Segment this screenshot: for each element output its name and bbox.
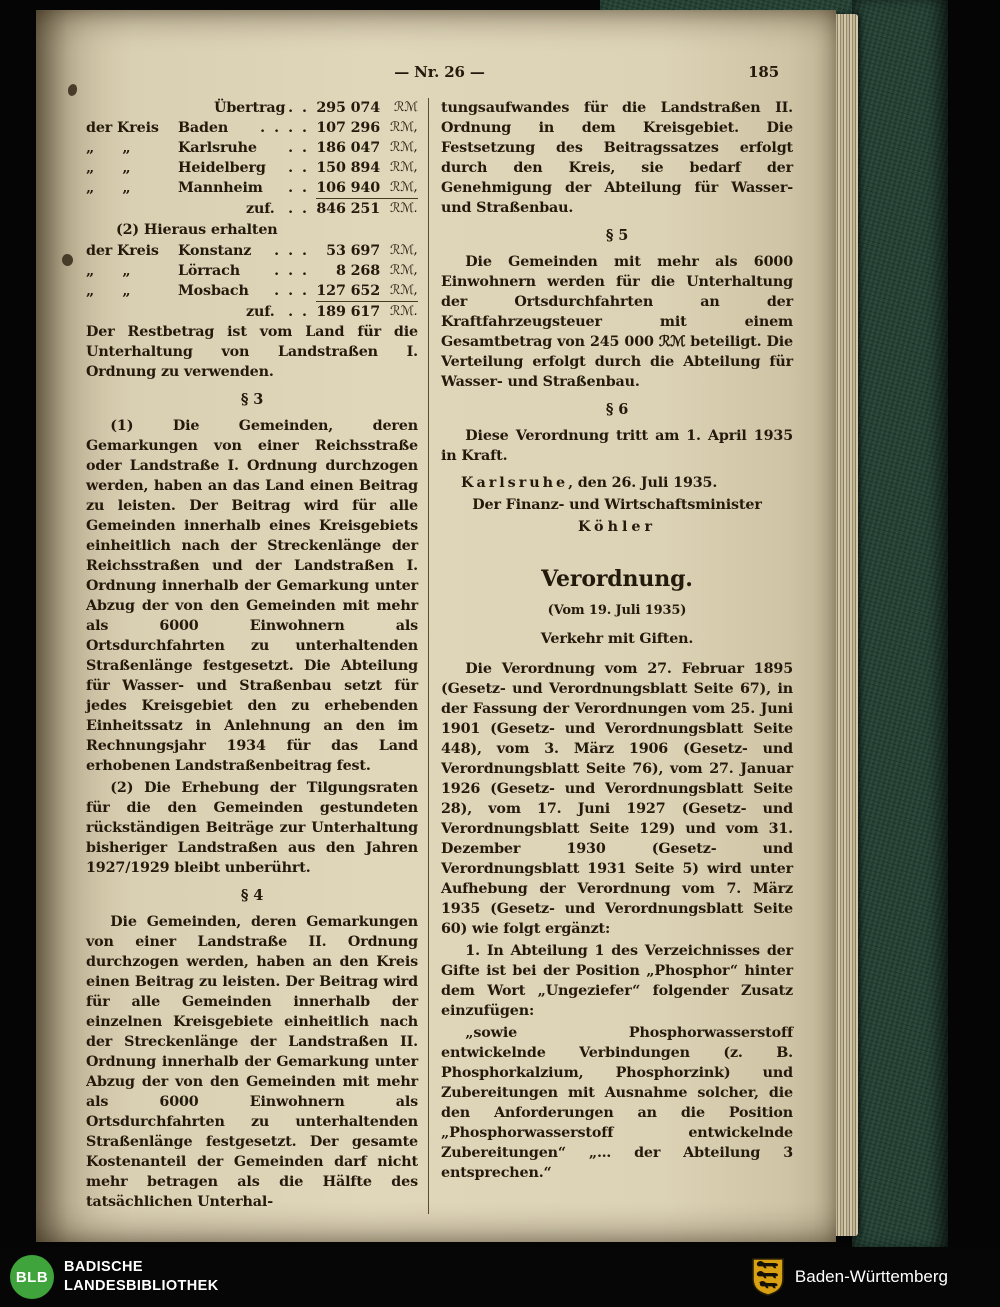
ledger-amount: 846 251 ℛℳ. <box>316 198 418 219</box>
paragraph: Diese Verordnung tritt am 1. April 1935 in Kraft. <box>441 428 793 464</box>
ledger-row <box>86 178 418 198</box>
dot-leader: . . <box>288 100 309 116</box>
ledger-amount: 53 697 ℛℳ, <box>326 243 418 259</box>
ordinance-date: (Vom 19. Juli 1935) <box>547 603 687 618</box>
ledger-prefix: „ „ <box>86 140 131 156</box>
text-columns <box>86 98 793 1214</box>
dot-leader: . . . <box>274 263 309 279</box>
section-heading: § 3 <box>240 391 264 408</box>
ledger-prefix: „ „ <box>86 283 131 299</box>
dot-leader: . . <box>288 160 309 176</box>
paragraph: (1) Die Gemeinden, deren Gemarkungen von einer Reichsstraße oder Landstraße I. Ordnung durchzogen werden, haben an das Land einen Beitrag zu leisten. Der Beitrag wird für alle Gemeinden innerhalb eines Kreisgebiets einheitlich nach der Streckenlänge der Reichsstraßen und der Landstraßen I. Ordnung innerhalb der Gemarkung unter Abzug der von den Gemeinden mit mehr als 6000 Einwohnern als Ortsdurchfahrten zu unterhaltenden Straßenlänge festgesetzt. Die Abteilung für Wasser- und Straßenbau setzt für jedes Kreisgebiet den zu erhebenden Einheitssatz in Anlehnung an den im Rechnungsjahr 1934 für das Land erhobenen Landstraßenbeitrag fest. <box>86 418 418 774</box>
ledger-name: Konstanz <box>178 243 252 259</box>
paragraph: tungsaufwandes für die Landstraßen II. Ordnung in dem Kreisgebiet. Die Festsetzung des Beitragssatzes erfolgt durch den Kreis, sie bedarf der Genehmigung der Abteilung für Wasser- und Straßenbau. <box>441 100 793 216</box>
reichsmark-sign: ℛℳ <box>394 100 418 115</box>
paragraph: (2) Die Erhebung der Tilgungsraten für die den Gemeinden gestundeten rückständigen Beiträge zur Unterhaltung bisheriger Landstraßen aus den Jahren 1927/1929 bleibt unberührt. <box>86 780 418 876</box>
ledger-amount: 127 652 ℛℳ, <box>316 283 418 299</box>
paragraph: Die Gemeinden, deren Gemarkungen von einer Landstraße II. Ordnung durchzogen werden, haben an den Kreis einen Beitrag zu leisten. Der Beitrag wird für alle Gemeinden innerhalb der einzelnen Kreisgebiete einheitlich nach der Streckenlänge der Landstraßen II. Ordnung innerhalb der Gemarkung unter Abzug der von den Gemeinden mit mehr als 6000 Einwohnern als Ortsdurchfahrten zu unterhaltenden Straßenlänge festgesetzt. Der gesamte Kostenanteil der Gemeinden darf nicht mehr betragen als die Hälfte des tatsächlichen Unterhal- <box>86 914 418 1210</box>
signature-title: Der Finanz- und Wirtschaftsminister <box>472 497 762 513</box>
ledger-row <box>86 241 418 261</box>
section-heading: § 4 <box>240 887 264 904</box>
ledger-name: Übertrag <box>214 100 286 116</box>
signature-name: Köhler <box>577 519 657 535</box>
ledger-amount: 107 296 ℛℳ, <box>316 120 418 136</box>
reichsmark-sign: ℛℳ, <box>390 120 418 135</box>
ledger-name: zuf. <box>246 201 275 217</box>
page-header <box>86 62 793 82</box>
dateline <box>441 473 793 493</box>
paragraph: 1. In Abteilung 1 des Verzeichnisses der Gifte ist bei der Position „Phosphor“ hinter dem Wort „Ungeziefer“ folgender Zusatz einzufügen: <box>441 943 793 1019</box>
page-content <box>86 62 793 1214</box>
ledger-amount: 189 617 ℛℳ. <box>316 301 418 322</box>
ledger-name: Heidelberg <box>178 160 266 176</box>
ledger-amount: 106 940 ℛℳ, <box>316 180 418 196</box>
ordinance-title: Verordnung. <box>541 566 693 592</box>
dateline-city: Karlsruhe <box>461 475 569 491</box>
right-column <box>429 98 793 1214</box>
accounts-table <box>86 98 418 322</box>
blb-logo <box>10 1255 54 1299</box>
ledger-subheading: (2) Hieraus erhalten <box>116 222 278 238</box>
ledger-row <box>86 138 418 158</box>
dateline-rest: , den 26. Juli 1935. <box>568 475 718 491</box>
dot-leader: . . . <box>274 243 309 259</box>
ledger-name: Baden <box>178 120 229 136</box>
ledger-name: zuf. <box>246 304 275 320</box>
state-branding <box>751 1257 988 1297</box>
document-page <box>36 10 836 1242</box>
paragraph: Der Restbetrag ist vom Land für die Unterhaltung von Landstraßen I. Ordnung zu verwenden. <box>86 324 418 380</box>
reichsmark-sign: ℛℳ. <box>390 304 418 319</box>
book-cover <box>852 0 948 1247</box>
library-branding <box>10 1255 219 1299</box>
reichsmark-sign: ℛℳ, <box>390 160 418 175</box>
ledger-row <box>86 281 418 301</box>
ledger-prefix: „ „ <box>86 263 131 279</box>
reichsmark-sign: ℛℳ, <box>390 283 418 298</box>
reichsmark-sign: ℛℳ, <box>390 263 418 278</box>
paragraph: „sowie Phosphorwasserstoff entwickelnde Verbindungen (z. B. Phosphorkalzium, Phosphorzink) und Zubereitungen mit Ausnahme solcher, die den Anforderungen an die Position „Phosphorwasserstoff entwickelnde Zubereitungen“ „… der Abteilung 3 entsprechen.“ <box>441 1025 793 1181</box>
left-column <box>86 98 428 1214</box>
dot-leader: . . <box>288 180 309 196</box>
reichsmark-sign: ℛℳ, <box>390 140 418 155</box>
library-name-line2: LANDESBIBLIOTHEK <box>64 1278 219 1294</box>
reichsmark-sign: ℛℳ, <box>390 180 418 195</box>
ledger-row <box>86 118 418 138</box>
page-number: 185 <box>748 63 779 81</box>
section-heading: § 5 <box>605 227 629 244</box>
ledger-row <box>86 261 418 281</box>
dot-leader: . . <box>288 140 309 156</box>
library-name-line1: BADISCHE <box>64 1259 143 1276</box>
ledger-amount: 150 894 ℛℳ, <box>316 160 418 176</box>
state-name: Baden-Württemberg <box>794 1267 948 1286</box>
ledger-amount: 186 047 ℛℳ, <box>316 140 418 156</box>
ledger-amount: 8 268 ℛℳ, <box>335 263 418 279</box>
ordinance-subject: Verkehr mit Giften. <box>540 631 694 647</box>
reichsmark-sign: ℛℳ, <box>390 243 418 258</box>
ledger-name: Karlsruhe <box>178 140 257 156</box>
dot-leader: . . . <box>274 283 309 299</box>
paragraph: Die Gemeinden mit mehr als 6000 Einwohnern werden für die Unterhaltung der Ortsdurchfahrten an der Kraftfahrzeugsteuer mit einem Gesamtbetrag von 245 000 ℛℳ beteiligt. Die Verteilung erfolgt durch die Abteilung für Wasser- und Straßenbau. <box>441 254 793 390</box>
dot-leader: . . . . <box>260 120 309 136</box>
dot-leader: . . <box>288 304 309 320</box>
reichsmark-sign: ℛℳ. <box>390 201 418 216</box>
ledger-sum-row <box>86 198 418 219</box>
ledger-prefix: der Kreis <box>86 120 159 136</box>
ledger-row <box>86 158 418 178</box>
paragraph: Die Verordnung vom 27. Februar 1895 (Gesetz- und Verordnungsblatt Seite 67), in der Fassung der Verordnungen vom 25. Juni 1901 (Gesetz- und Verordnungsblatt Seite 448), vom 3. März 1906 (Gesetz- und Verordnungsblatt Seite 76), vom 27. Januar 1926 (Gesetz- und Verordnungsblatt Seite 28), vom 17. Juni 1927 (Gesetz- und Verordnungsblatt Seite 129) und vom 31. Dezember 1930 (Gesetz- und Verordnungsblatt 1931 Seite 5) wird unter Aufhebung der Verordnung vom 7. März 1935 (Gesetz- und Verordnungsblatt Seite 60) wie folgt ergänzt: <box>441 661 793 937</box>
ledger-prefix: „ „ <box>86 180 131 196</box>
ledger-amount: 295 074 ℛℳ <box>316 100 418 116</box>
ledger-row <box>86 98 418 118</box>
ledger-name: Lörrach <box>178 263 240 279</box>
issue-number: — Nr. 26 — <box>394 63 485 81</box>
baden-wuerttemberg-coat-of-arms-icon <box>751 1257 785 1297</box>
ledger-prefix: „ „ <box>86 160 131 176</box>
dot-leader: . . <box>288 201 309 217</box>
ledger-prefix: der Kreis <box>86 243 159 259</box>
section-heading: § 6 <box>605 401 629 418</box>
viewer-footer <box>0 1247 1000 1307</box>
blb-logo-text: BLB <box>15 1268 49 1286</box>
ledger-sum-row <box>86 301 418 322</box>
ledger-name: Mannheim <box>178 180 263 196</box>
library-name <box>64 1258 219 1296</box>
ledger-name: Mosbach <box>178 283 249 299</box>
